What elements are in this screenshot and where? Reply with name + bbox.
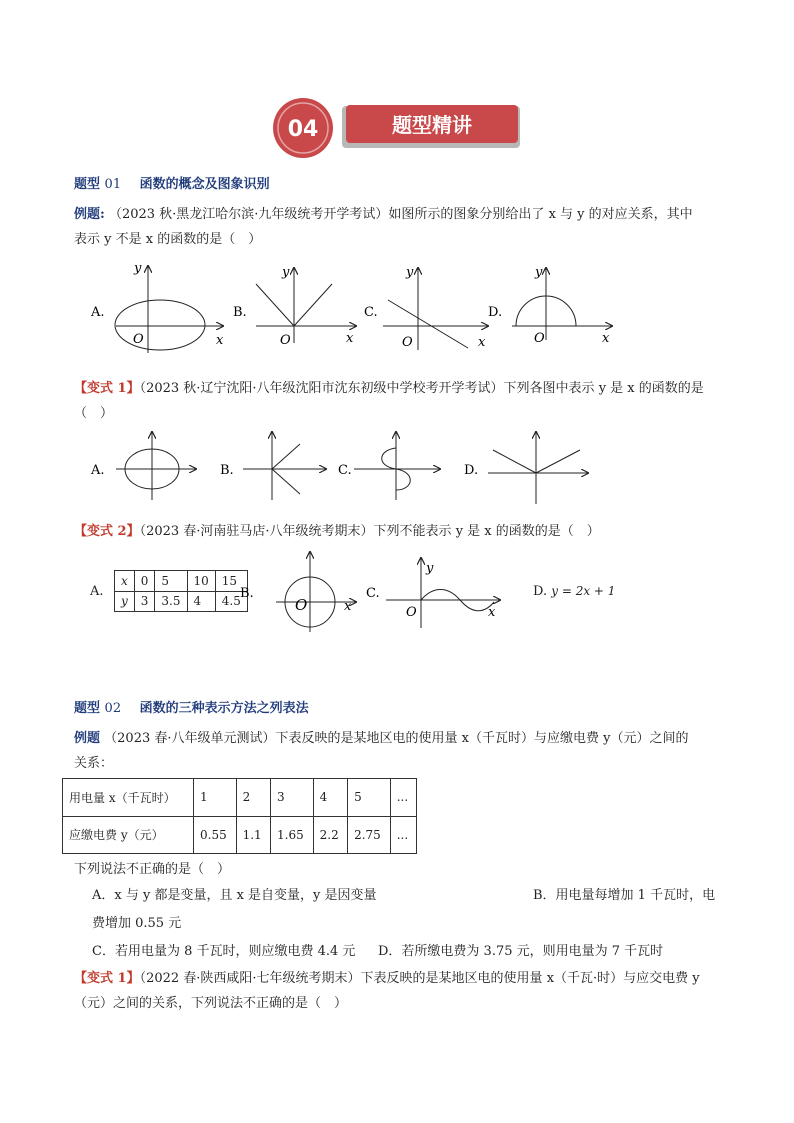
- variant1-line1: [74, 377, 704, 396]
- example2-option-a: A．x 与 y 都是变量，且 x 是自变量，y 是因变量: [92, 888, 377, 903]
- example1-line1: [74, 203, 693, 222]
- svg-text:x: x: [602, 331, 610, 346]
- example2-line2: 关系：: [74, 756, 114, 771]
- example1-line2: 表示 y 不是 x 的函数的是（ ）: [74, 232, 262, 247]
- table-cell: 15: [215, 571, 247, 592]
- example1-option-d: D.: [488, 305, 503, 320]
- svg-text:y: y: [134, 261, 142, 276]
- banner-number: 04: [287, 117, 319, 142]
- variant2-option-d-label: D.: [533, 584, 548, 599]
- example2-option-b-cont: 费增加 0.55 元: [92, 916, 182, 931]
- svg-text:x: x: [478, 335, 486, 350]
- table-cell: y: [115, 591, 135, 612]
- example1-graphs: [88, 258, 628, 358]
- electricity-table: [62, 778, 417, 854]
- example2-label: 例题: [74, 731, 101, 746]
- variant2-option-b: B.: [240, 586, 254, 601]
- table-cell: 3.5: [155, 591, 187, 612]
- svg-text:O: O: [534, 331, 545, 346]
- svg-text:y: y: [406, 265, 414, 280]
- variant3-line2: （元）之间的关系，下列说法不正确的是（ ）: [74, 996, 348, 1011]
- table-row: [115, 571, 248, 592]
- svg-text:O: O: [402, 335, 413, 350]
- example1-option-b: B.: [233, 305, 247, 320]
- table-row: [115, 591, 248, 612]
- section2-title: [74, 697, 309, 716]
- svg-text:x: x: [344, 599, 352, 614]
- variant2-formula: y = 2x + 1: [551, 584, 616, 598]
- variant3-line1: [74, 967, 700, 986]
- table-cell: 3: [271, 779, 314, 817]
- svg-text:x: x: [216, 333, 224, 348]
- variant2-option-c: C.: [366, 586, 380, 601]
- example1-text1: （2023 秋·黑龙江哈尔滨·九年级统考开学考试）如图所示的图象分别给出了 x 与 y 的对应关系，其中: [108, 207, 693, 222]
- variant1-line2: （ ）: [74, 406, 114, 421]
- svg-text:O: O: [280, 333, 291, 348]
- section2-title-prefix: 题型: [74, 701, 101, 716]
- svg-text:y: y: [282, 265, 290, 280]
- example1-label: 例题:: [74, 207, 105, 222]
- banner-title: 题型精讲: [392, 113, 472, 137]
- example2-option-b: B．用电量每增加 1 千瓦时，电: [533, 888, 716, 903]
- svg-text:O: O: [406, 605, 417, 620]
- table-row: [63, 816, 417, 854]
- section2-title-text: 函数的三种表示方法之列表法: [139, 701, 309, 716]
- variant1-label: 【变式 1】: [74, 381, 140, 396]
- table-cell: 2.75: [348, 816, 391, 854]
- table-cell: x: [115, 571, 135, 592]
- table-cell: 10: [187, 571, 215, 592]
- variant1-graphs: [88, 428, 608, 508]
- variant2-table: [114, 570, 248, 612]
- table-cell: 应缴电费 y（元）: [63, 816, 194, 854]
- svg-text:O: O: [295, 596, 308, 614]
- variant3-label: 【变式 1】: [74, 971, 140, 986]
- svg-text:y: y: [426, 561, 434, 576]
- table-cell: 2.2: [313, 816, 347, 854]
- example2-option-c: C．若用电量为 8 千瓦时，则应缴电费 4.4 元: [92, 944, 356, 959]
- section-banner: [272, 98, 522, 160]
- table-cell: 4: [313, 779, 347, 817]
- section1-title-prefix: 题型: [74, 177, 101, 192]
- svg-text:O: O: [133, 332, 144, 347]
- table-cell: 2: [236, 779, 270, 817]
- variant2-text1: （2023 春·河南驻马店·八年级统考期末）下列不能表示 y 是 x 的函数的是（ ）: [139, 524, 600, 539]
- table-cell: 3: [134, 591, 155, 612]
- section1-title-text: 函数的概念及图象识别: [139, 177, 270, 192]
- table-cell: 1.1: [236, 816, 270, 854]
- table-cell: 4.5: [215, 591, 247, 612]
- section2-title-num: 02: [104, 701, 122, 716]
- svg-text:x: x: [346, 331, 354, 346]
- svg-text:y: y: [535, 265, 543, 280]
- svg-text:x: x: [488, 605, 496, 620]
- table-cell: 0.55: [194, 816, 237, 854]
- variant3-text1: （2022 春·陕西咸阳·七年级统考期末）下表反映的是某地区电的使用量 x（千瓦·时）与应交电费 y: [139, 971, 700, 986]
- variant2-line1: [74, 520, 600, 539]
- example2-option-d: D．若所缴电费为 3.75 元，则用电量为 7 千瓦时: [378, 944, 664, 959]
- banner-graphic: [272, 98, 522, 160]
- table-cell: 1: [194, 779, 237, 817]
- section1-title-num: 01: [104, 177, 122, 192]
- variant1-option-c: C.: [338, 463, 352, 478]
- table-row: [63, 779, 417, 817]
- table-cell: 4: [187, 591, 215, 612]
- table-cell: ...: [390, 779, 416, 817]
- example1-option-a: A.: [91, 305, 105, 320]
- example2-question: 下列说法不正确的是（ ）: [74, 862, 231, 877]
- table-cell: 5: [155, 571, 187, 592]
- table-cell: 用电量 x（千瓦时）: [63, 779, 194, 817]
- variant2-label: 【变式 2】: [74, 524, 140, 539]
- table-cell: 5: [348, 779, 391, 817]
- section1-title: [74, 173, 270, 192]
- variant1-option-a: A.: [91, 463, 105, 478]
- variant2-option-a: A.: [90, 584, 104, 599]
- variant1-text1: （2023 秋·辽宁沈阳·八年级沈阳市沈东初级中学校考开学考试）下列各图中表示 y 是 x 的函数的是: [139, 381, 704, 396]
- example1-option-c: C.: [364, 305, 378, 320]
- table-cell: ...: [390, 816, 416, 854]
- variant1-option-d: D.: [464, 463, 479, 478]
- example2-text1: （2023 春·八年级单元测试）下表反映的是某地区电的使用量 x（千瓦时）与应缴电费 y（元）之间的: [104, 731, 689, 746]
- table-cell: 1.65: [271, 816, 314, 854]
- variant1-option-b: B.: [220, 463, 234, 478]
- table-cell: 0: [134, 571, 155, 592]
- example2-line1: [74, 727, 688, 746]
- variant2-option-d: [533, 584, 615, 599]
